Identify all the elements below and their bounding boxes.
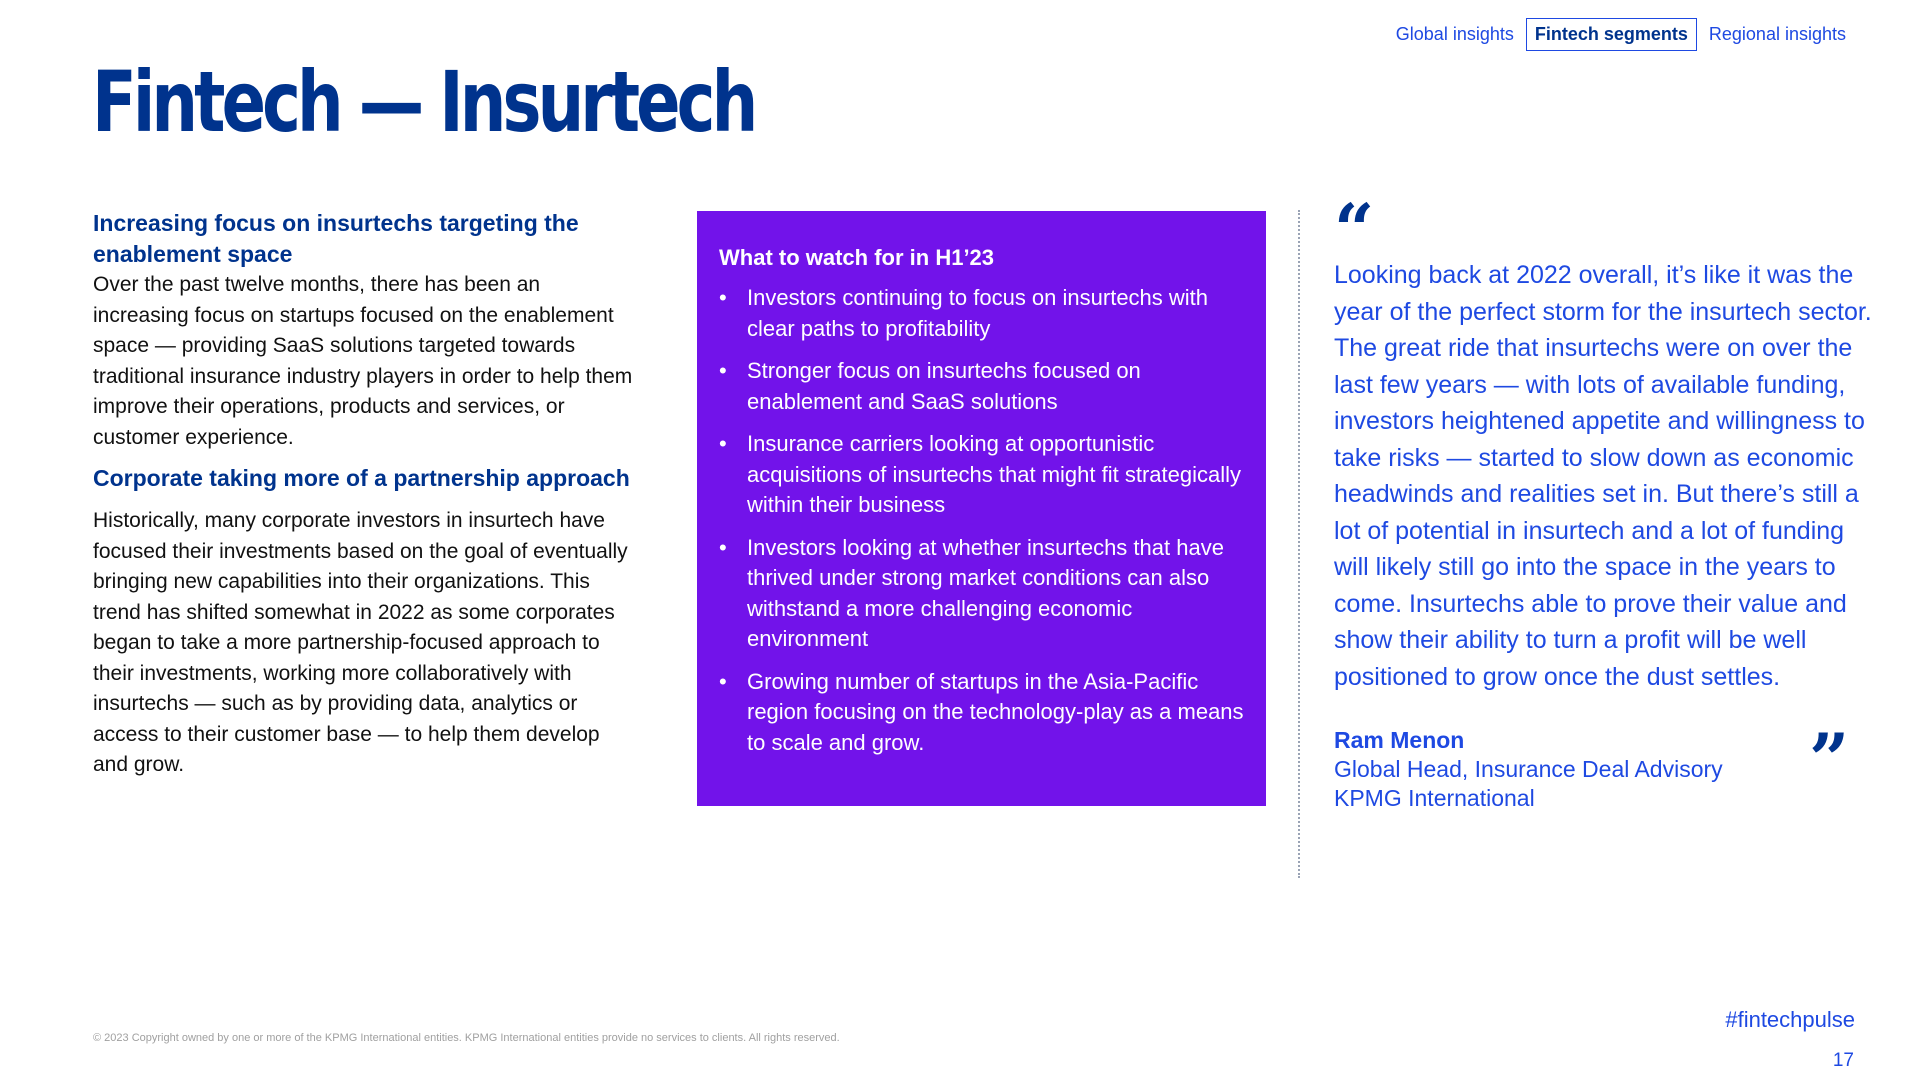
watch-item: • Investors continuing to focus on insurtechs with clear paths to profitability [719, 285, 1209, 341]
section-heading-enablement: Increasing focus on insurtechs targeting the enablement space [93, 210, 579, 267]
nav-global-insights[interactable]: Global insights [1395, 24, 1514, 44]
section-body-enablement: Over the past twelve months, there has been an increasing focus on startups focused on the enablement space — providing SaaS solutions targeted towards traditional insurance industry players in order to help them improve their operations, products and services, or customer experience. [93, 273, 633, 449]
page-number: 17 [1832, 1050, 1854, 1071]
bullet-icon: • [719, 285, 727, 310]
bullet-icon: • [719, 358, 727, 383]
close-quote-icon: ” [1809, 718, 1850, 801]
nav-fintech-segments[interactable]: Fintech segments [1526, 18, 1697, 51]
section-body-partnership: Historically, many corporate investors in insurtech have focused their investments based on the goal of eventually bringing new capabilities into their organizations. This trend has shifted somewhat in 2022 as some corporates began to take a more partnership-focused approach to their investments, working more collaboratively with insurtechs — such as by providing data, analytics or access to their customer base — to help them develop and grow. [93, 509, 628, 776]
what-to-watch-list [719, 283, 1244, 758]
what-to-watch-box [697, 211, 1266, 806]
bullet-icon: • [719, 534, 727, 560]
author-organization: KPMG International [1334, 785, 1535, 811]
quote-column [1334, 188, 1874, 813]
quote-author [1334, 718, 1874, 813]
watch-item: • Growing number of startups in the Asia-Pacific region focusing on the technology-play as a means to scale and grow. [719, 668, 1244, 755]
nav-regional-insights[interactable]: Regional insights [1708, 24, 1846, 44]
watch-item: • Insurance carriers looking at opportunistic acquisitions of insurtechs that might fit strategically within their business [719, 431, 1242, 517]
watch-item: • Investors looking at whether insurtechs that have thrived under strong market conditions can also withstand a more challenging economic environment [719, 534, 1224, 651]
top-navigation [1388, 18, 1854, 51]
hashtag: #fintechpulse [1725, 1007, 1855, 1032]
left-column [93, 208, 635, 781]
section-heading-partnership: Corporate taking more of a partnership approach [93, 465, 630, 491]
open-quote-icon: “ [1334, 188, 1375, 271]
watch-item: • Stronger focus on insurtechs focused on enablement and SaaS solutions [719, 358, 1141, 414]
author-name: Ram Menon [1334, 727, 1465, 753]
copyright-notice: © 2023 Copyright owned by one or more of the KPMG International entities. KPMG International entities provide no services to clients. All rights reserved. [93, 1032, 840, 1044]
quote-text: Looking back at 2022 overall, it’s like it was the year of the perfect storm for the insurtech sector. The great ride that insurtechs were on over the last few years — with lots of available funding, investors heightened appetite and willingness to take risks — started to slow down as economic headwinds and realities set in. But there’s still a lot of potential in insurtech and a lot of funding will likely still go into the space in the years to come. Insurtechs able to prove their value and show their ability to turn a profit will be well positioned to grow once the dust settles. [1334, 261, 1872, 691]
bullet-icon: • [719, 668, 727, 694]
page-title: Fintech — Insurtech [92, 53, 755, 151]
author-title: Global Head, Insurance Deal Advisory [1334, 756, 1723, 782]
bullet-icon: • [719, 431, 727, 456]
dotted-divider [1298, 210, 1300, 878]
what-to-watch-title: What to watch for in H1’23 [719, 245, 995, 270]
